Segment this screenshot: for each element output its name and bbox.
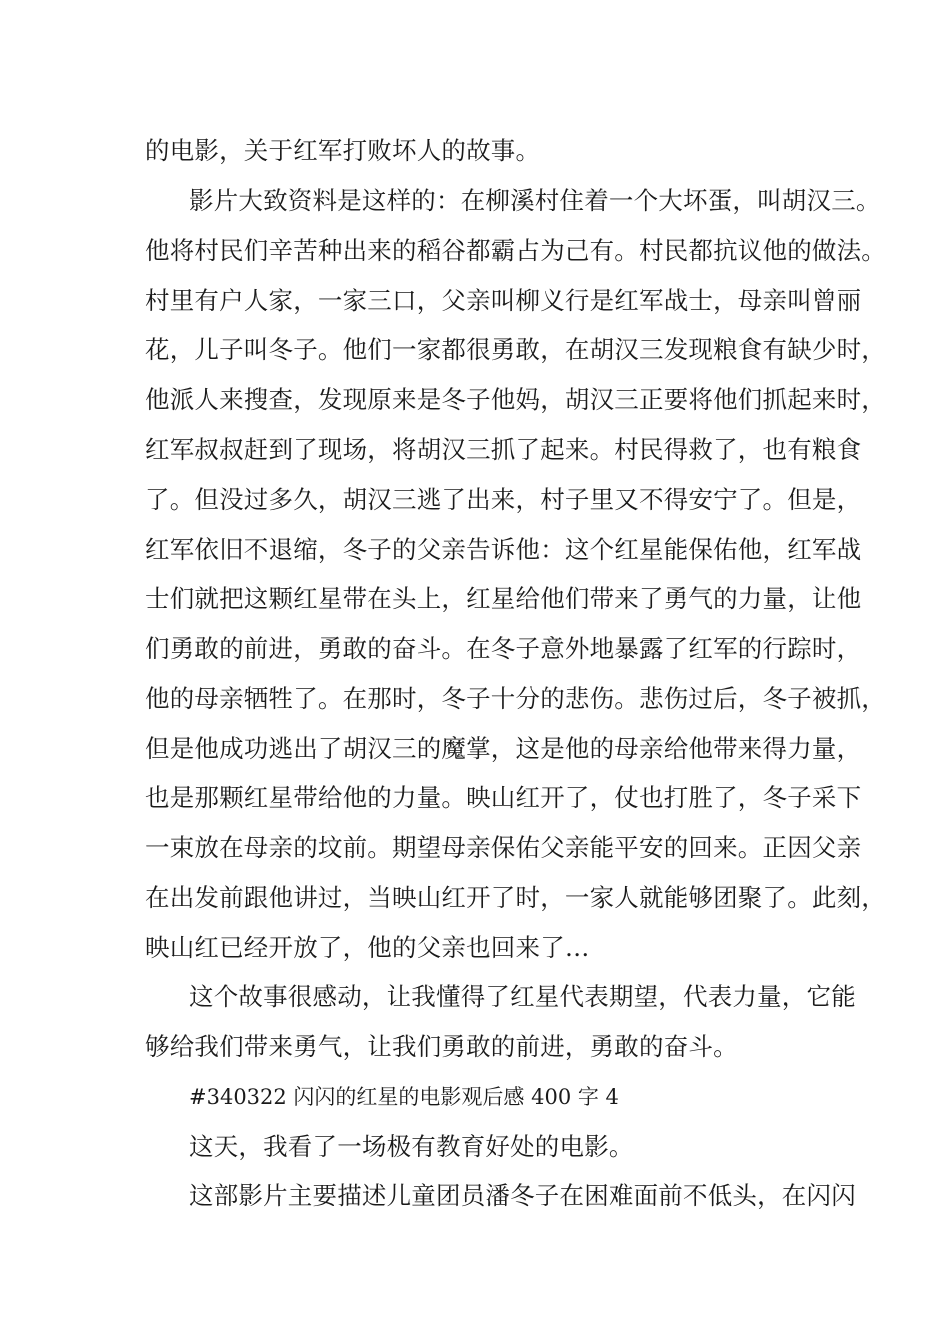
paragraph-1-line-5: 他派人来搜查，发现原来是冬子他妈，胡汉三正要将他们抓起来时， — [145, 385, 886, 414]
paragraph-1-line-3: 村里有户人家，一家三口，父亲叫柳义行是红军战士，母亲叫曾丽 — [145, 286, 862, 315]
text-line-1: 的电影，关于红军打败坏人的故事。 — [145, 136, 541, 165]
paragraph-1-line-4: 花，儿子叫冬子。他们一家都很勇敢，在胡汉三发现粮食有缺少时， — [145, 335, 886, 364]
paragraph-1-line-2: 他将村民们辛苦种出来的稻谷都霸占为己有。村民都抗议他的做法。 — [145, 236, 886, 265]
paragraph-2-line-1: 这个故事很感动，让我懂得了红星代表期望，代表力量，它能 — [189, 982, 856, 1011]
paragraph-1-line-1: 影片大致资料是这样的：在柳溪村住着一个大坏蛋，叫胡汉三。 — [189, 186, 881, 215]
paragraph-1-line-10: 们勇敢的前进，勇敢的奋斗。在冬子意外地暴露了红军的行踪时， — [145, 634, 862, 663]
paragraph-1-line-15: 在出发前跟他讲过，当映山红开了时，一家人就能够团聚了。此刻， — [145, 883, 886, 912]
paragraph-1-line-11: 他的母亲牺牲了。在那时，冬子十分的悲伤。悲伤过后，冬子被抓， — [145, 684, 886, 713]
paragraph-1-line-7: 了。但没过多久，胡汉三逃了出来，村子里又不得安宁了。但是， — [145, 485, 862, 514]
paragraph-2-line-2: 够给我们带来勇气，让我们勇敢的前进，勇敢的奋斗。 — [145, 1032, 738, 1061]
paragraph-1-line-13: 也是那颗红星带给他的力量。映山红开了，仗也打胜了，冬子采下 — [145, 783, 862, 812]
paragraph-1-line-6: 红军叔叔赶到了现场，将胡汉三抓了起来。村民得救了，也有粮食 — [145, 435, 862, 464]
paragraph-1-line-8: 红军依旧不退缩，冬子的父亲告诉他：这个红星能保佑他，红军战 — [145, 535, 862, 564]
paragraph-4-line-1: 这部影片主要描述儿童团员潘冬子在困难面前不低头，在闪闪 — [189, 1181, 856, 1210]
paragraph-1-line-9: 士们就把这颗红星带在头上，红星给他们带来了勇气的力量，让他 — [145, 584, 862, 613]
paragraph-1-line-14: 一束放在母亲的坟前。期望母亲保佑父亲能平安的回来。正因父亲 — [145, 833, 862, 862]
paragraph-3-line-1: 这天，我看了一场极有教育好处的电影。 — [189, 1132, 634, 1161]
paragraph-1-line-16: 映山红已经开放了，他的父亲也回来了… — [145, 933, 590, 962]
section-heading: #340322 闪闪的红星的电影观后感 400 字 4 — [189, 1085, 619, 1109]
paragraph-1-line-12: 但是他成功逃出了胡汉三的魔掌，这是他的母亲给他带来得力量， — [145, 734, 862, 763]
